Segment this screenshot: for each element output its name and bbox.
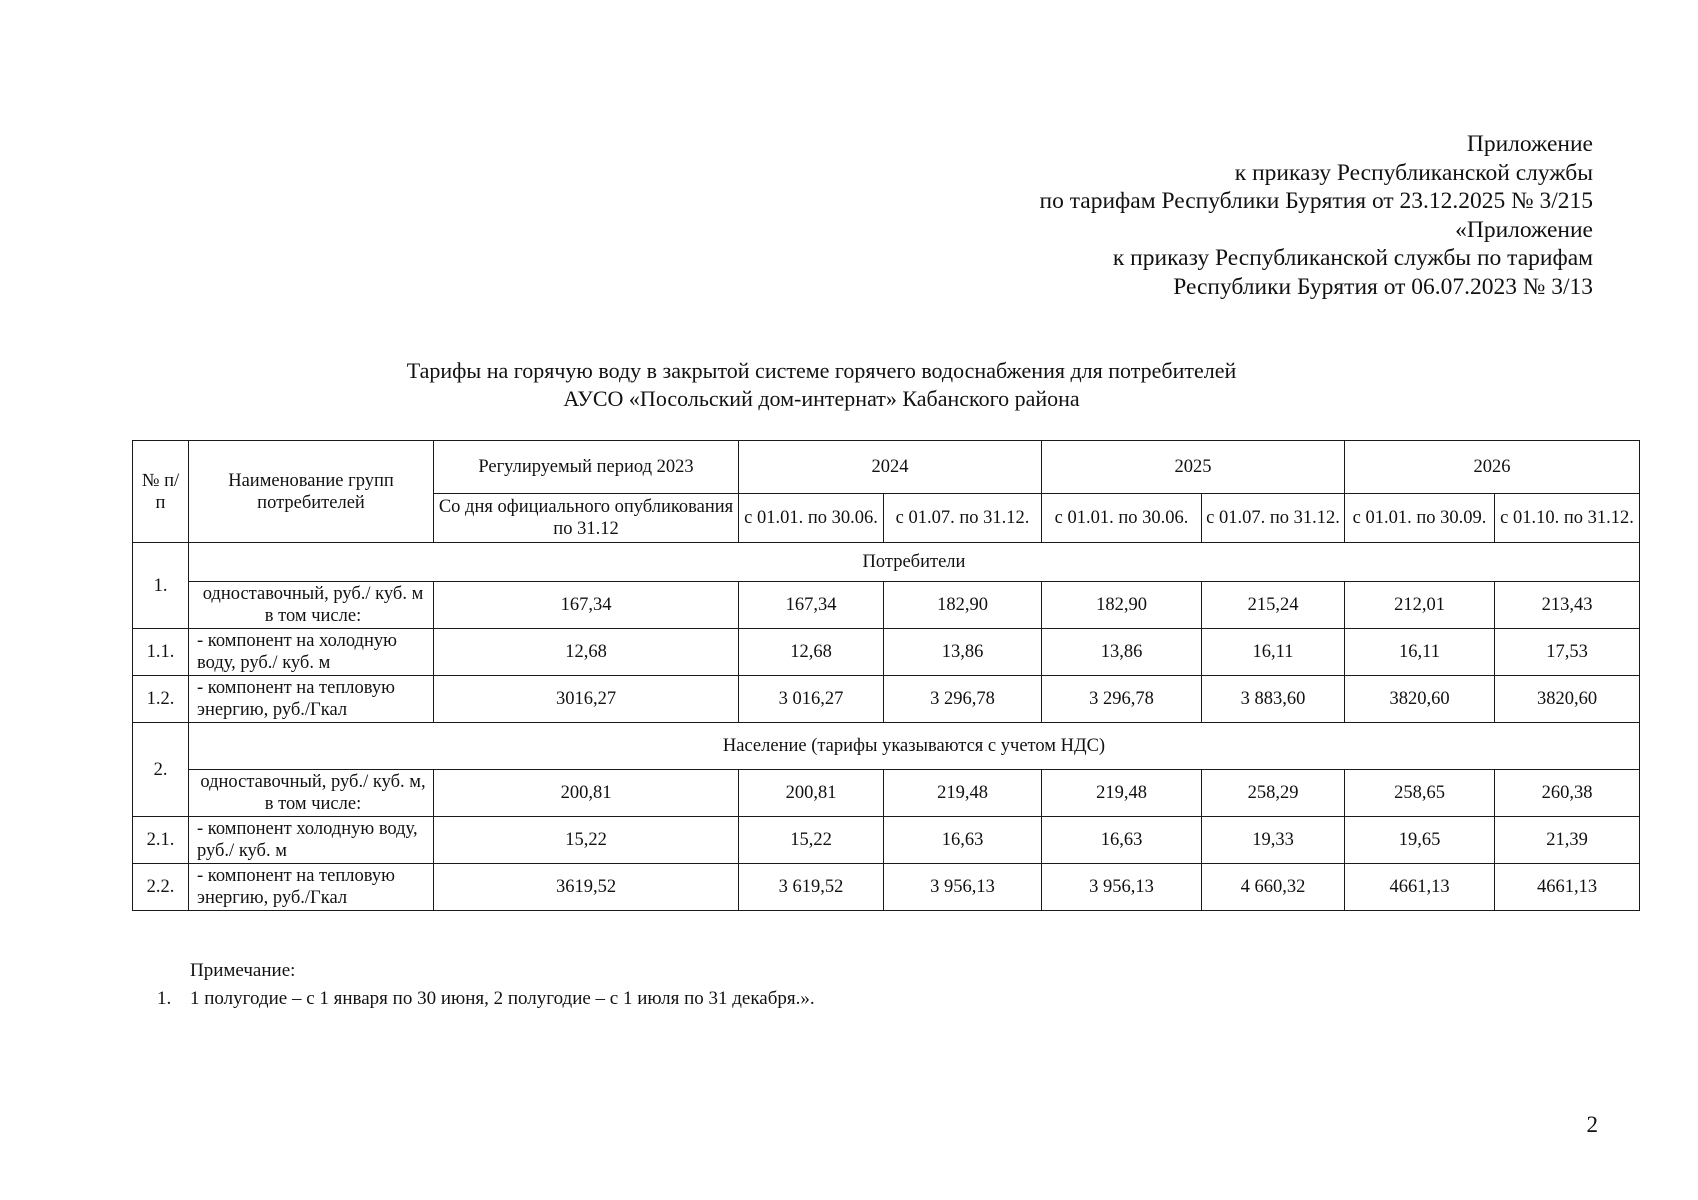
page-number: 2 — [1586, 1112, 1598, 1137]
subperiod: с 01.10. по 31.12. — [1495, 494, 1640, 543]
subperiod: Со дня официального опубликования по 31.12 — [434, 494, 739, 543]
header-year-2026: 2026 — [1345, 441, 1640, 494]
subperiod: с 01.01. по 30.09. — [1345, 494, 1495, 543]
table-cell: 3820,60 — [1345, 676, 1495, 723]
document-title — [0, 357, 1698, 413]
subperiod: с 01.01. по 30.06. — [1042, 494, 1202, 543]
row-name: одноставочный, руб./ куб. м, в том числе: — [189, 770, 434, 817]
section-title: Население (тарифы указываются с учетом НДС) — [189, 723, 1640, 770]
table-cell: 212,01 — [1345, 582, 1495, 629]
header-consumer-group: Наименование групп потребителей — [189, 441, 434, 543]
table-cell: 16,63 — [884, 817, 1042, 864]
table-cell: 3 296,78 — [884, 676, 1042, 723]
row-num: 1.1. — [133, 629, 189, 676]
table-cell: 12,68 — [434, 629, 739, 676]
row-num: 1.2. — [133, 676, 189, 723]
header-line: к приказу Республиканской службы по тарифам — [1112, 245, 1593, 271]
header-line: Приложение — [1466, 131, 1593, 157]
header-line: к приказу Республиканской службы — [1234, 159, 1593, 186]
table-row — [133, 676, 1640, 723]
header-year-2025: 2025 — [1042, 441, 1345, 494]
table-cell: 3619,52 — [434, 864, 739, 911]
table-cell: 16,63 — [1042, 817, 1202, 864]
appendix-header — [1040, 130, 1593, 301]
subperiod: с 01.01. по 30.06. — [739, 494, 884, 543]
section-title: Потребители — [189, 543, 1640, 582]
note-item-text: 1 полугодие – с 1 января по 30 июня, 2 полугодие – с 1 июля по 31 декабря.». — [190, 988, 815, 1009]
row-name: - компонент на холодную воду, руб./ куб. м — [189, 629, 434, 676]
table-cell: 3 016,27 — [739, 676, 884, 723]
table-cell: 15,22 — [739, 817, 884, 864]
header-year-2024: 2024 — [739, 441, 1042, 494]
header-period-2023: Регулируемый период 2023 — [434, 441, 739, 494]
section-row — [133, 723, 1640, 770]
table-cell: 182,90 — [1042, 582, 1202, 629]
table-cell: 17,53 — [1495, 629, 1640, 676]
table-cell: 13,86 — [1042, 629, 1202, 676]
table-row — [133, 770, 1640, 817]
table-cell: 182,90 — [884, 582, 1042, 629]
table-cell: 200,81 — [739, 770, 884, 817]
table-cell: 3016,27 — [434, 676, 739, 723]
table-cell: 3 956,13 — [884, 864, 1042, 911]
table-cell: 3 296,78 — [1042, 676, 1202, 723]
table-cell: 3 956,13 — [1042, 864, 1202, 911]
note-label: Примечание: — [190, 960, 296, 981]
table-cell: 3820,60 — [1495, 676, 1640, 723]
subperiod: с 01.07. по 31.12. — [1202, 494, 1345, 543]
table-row — [133, 629, 1640, 676]
table-cell: 19,65 — [1345, 817, 1495, 864]
section-num: 2. — [133, 723, 189, 817]
table-cell: 219,48 — [884, 770, 1042, 817]
tariff-table — [132, 440, 1640, 911]
row-num: 2.2. — [133, 864, 189, 911]
note-item — [157, 985, 815, 1013]
table-cell: 21,39 — [1495, 817, 1640, 864]
row-name: - компонент холодную воду, руб./ куб. м — [189, 817, 434, 864]
table-row — [133, 582, 1640, 629]
table-cell: 4661,13 — [1495, 864, 1640, 911]
table-cell: 219,48 — [1042, 770, 1202, 817]
table-cell: 19,33 — [1202, 817, 1345, 864]
table-cell: 258,65 — [1345, 770, 1495, 817]
table-cell: 16,11 — [1202, 629, 1345, 676]
row-name: - компонент на тепловую энергию, руб./Гкал — [189, 864, 434, 911]
table-cell: 260,38 — [1495, 770, 1640, 817]
header-num: № п/п — [133, 441, 189, 543]
row-name: - компонент на тепловую энергию, руб./Гкал — [189, 676, 434, 723]
header-line: по тарифам Республики Бурятия от 23.12.2025 № 3/215 — [1039, 188, 1593, 214]
table-row — [133, 817, 1640, 864]
table-cell: 15,22 — [434, 817, 739, 864]
section-row — [133, 543, 1640, 582]
row-name: одноставочный, руб./ куб. м в том числе: — [189, 582, 434, 629]
header-line: «Приложение — [1455, 216, 1593, 243]
table-cell: 12,68 — [739, 629, 884, 676]
table-cell: 3 883,60 — [1202, 676, 1345, 723]
title-line: Тарифы на горячую воду в закрытой системе горячего водоснабжения для потребителей — [406, 358, 1237, 383]
header-line: Республики Бурятия от 06.07.2023 № 3/13 — [1173, 273, 1593, 300]
table-cell: 4 660,32 — [1202, 864, 1345, 911]
table-cell: 200,81 — [434, 770, 739, 817]
table-row — [133, 864, 1640, 911]
table-cell: 258,29 — [1202, 770, 1345, 817]
section-num: 1. — [133, 543, 189, 629]
header-row — [133, 441, 1640, 494]
table-cell: 215,24 — [1202, 582, 1345, 629]
note-item-number: 1. — [157, 988, 172, 1009]
table-cell: 16,11 — [1345, 629, 1495, 676]
table-cell: 4661,13 — [1345, 864, 1495, 911]
title-line: АУСО «Посольский дом-интернат» Кабанского района — [563, 386, 1080, 411]
table-cell: 167,34 — [739, 582, 884, 629]
table-cell: 167,34 — [434, 582, 739, 629]
table-cell: 3 619,52 — [739, 864, 884, 911]
table-cell: 13,86 — [884, 629, 1042, 676]
table-cell: 213,43 — [1495, 582, 1640, 629]
subperiod: с 01.07. по 31.12. — [884, 494, 1042, 543]
row-num: 2.1. — [133, 817, 189, 864]
